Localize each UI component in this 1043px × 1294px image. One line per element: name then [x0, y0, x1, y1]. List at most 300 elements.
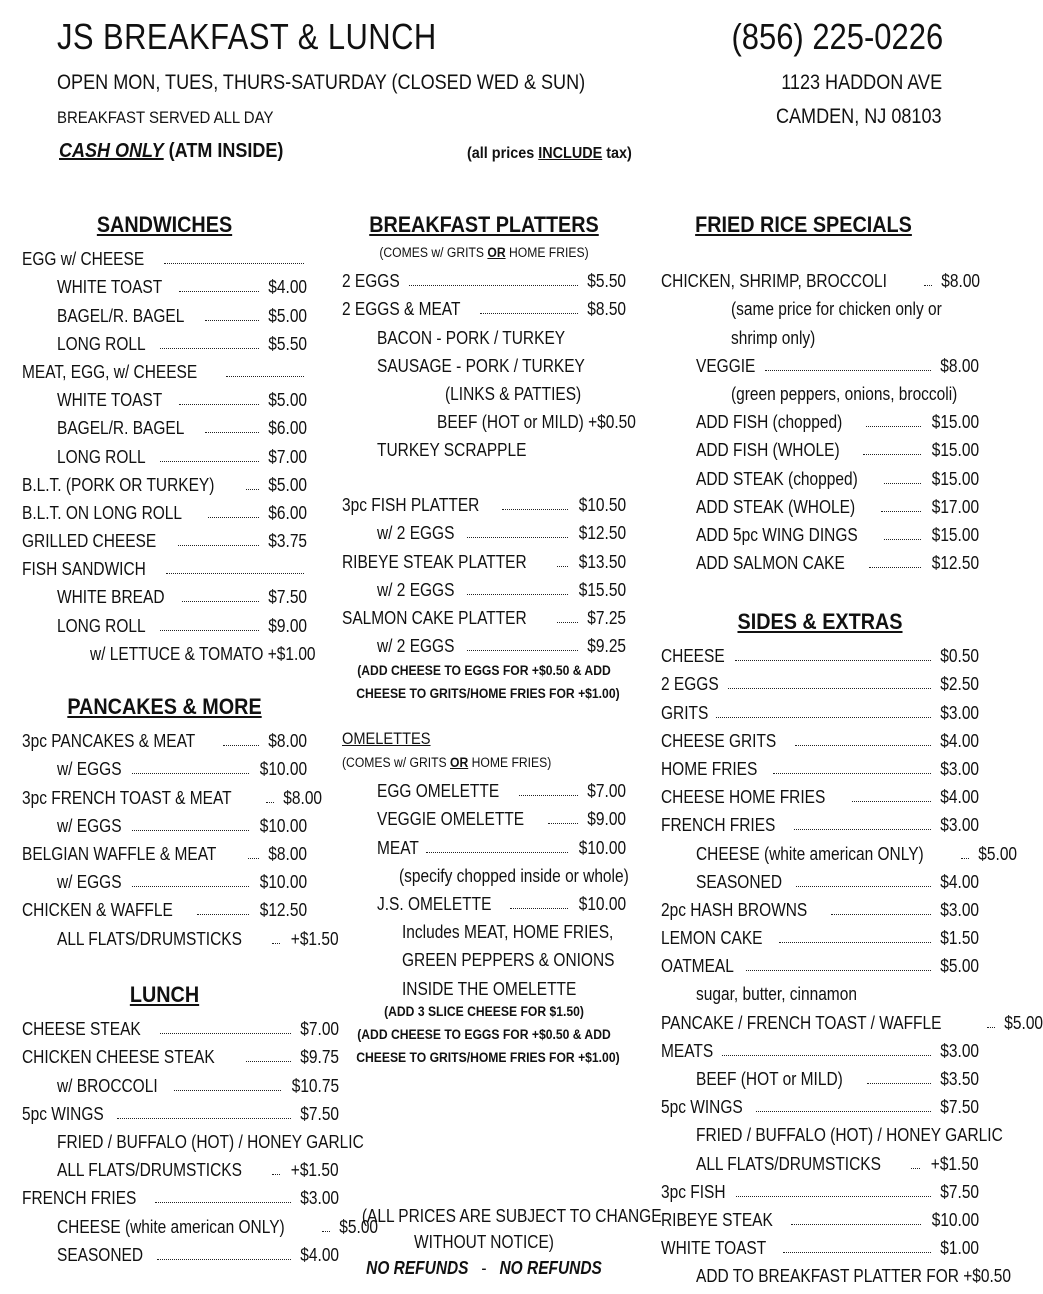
menu-item-label: sugar, butter, cinnamon	[696, 984, 857, 1005]
platters-cheese-addon-1: (ADD CHEESE TO EGGS FOR +$0.50 & ADD	[357, 663, 611, 679]
section-title-pancakes: PANCAKES & MORE	[67, 694, 262, 719]
menu-item-price: $17.00	[931, 496, 979, 517]
dot-leader	[197, 914, 249, 915]
menu-item-label: 5pc WINGS	[22, 1103, 104, 1124]
menu-item-label: CHEESE STEAK	[22, 1019, 141, 1040]
menu-item-price: $7.00	[300, 1019, 339, 1040]
menu-item-label: BELGIAN WAFFLE & MEAT	[22, 843, 217, 864]
menu-item-label: (specify chopped inside or whole)	[399, 865, 629, 886]
menu-item-price: $9.00	[268, 615, 307, 636]
note-post: HOME FRIES)	[505, 245, 589, 260]
no-refunds-2: NO REFUNDS	[499, 1258, 602, 1278]
dot-leader	[722, 1055, 931, 1056]
pancakes-section	[22, 690, 339, 950]
menu-item-label: EGG w/ CHEESE	[22, 249, 145, 270]
dot-leader	[557, 566, 568, 567]
menu-item-label: SALMON CAKE PLATTER	[342, 607, 527, 628]
menu-item-price: $5.00	[339, 1216, 378, 1237]
dot-leader	[869, 567, 921, 568]
menu-item-label: 3pc FISH	[661, 1181, 726, 1202]
menu-item-sugar-butter-cinnamon	[661, 977, 979, 1005]
menu-item-fried-buffalo-hot-honey-garlic	[661, 1118, 1003, 1146]
menu-item-label: ADD FISH (WHOLE)	[696, 440, 840, 461]
opening-hours: OPEN MON, TUES, THURS-SATURDAY (CLOSED WED & SUN)	[57, 71, 586, 94]
dot-leader	[867, 1083, 931, 1084]
menu-item-price: $7.00	[268, 446, 307, 467]
menu-item-5pc-wings	[22, 1097, 339, 1125]
menu-item-label: SEASONED	[57, 1244, 144, 1265]
menu-item-french-fries	[22, 1181, 339, 1209]
menu-item-label: shrimp only)	[731, 327, 816, 348]
dot-leader	[735, 660, 931, 661]
menu-item-beef-hot-or-mild-0-50	[342, 405, 636, 433]
menu-item-price: $5.00	[940, 956, 979, 977]
menu-item-label: CHICKEN CHEESE STEAK	[22, 1047, 215, 1068]
dot-leader	[179, 404, 259, 405]
menu-item-label: CHICKEN & WAFFLE	[22, 900, 173, 921]
dot-leader	[426, 852, 568, 853]
price-change-notice-2: WITHOUT NOTICE)	[414, 1232, 554, 1252]
dot-leader	[132, 886, 249, 887]
menu-item-price: $15.00	[931, 440, 979, 461]
menu-item-label: 5pc WINGS	[661, 1097, 743, 1118]
menu-item-sausage-pork-turkey	[342, 349, 626, 377]
menu-item-w-eggs	[22, 752, 307, 780]
menu-item-label: BACON - PORK / TURKEY	[377, 327, 566, 348]
menu-item-seasoned	[22, 1238, 339, 1266]
menu-item-label: FRIED / BUFFALO (HOT) / HONEY GARLIC	[696, 1125, 1003, 1146]
menu-item-add-steak-chopped	[661, 461, 979, 489]
menu-item-label: w/ EGGS	[57, 759, 122, 780]
menu-item-label: 2 EGGS	[342, 271, 400, 292]
menu-item-green-peppers-onions	[342, 943, 626, 971]
menu-item-price: $15.00	[931, 468, 979, 489]
fried-rice-section	[661, 208, 979, 574]
menu-item-long-roll	[22, 608, 307, 636]
dot-leader	[765, 370, 931, 371]
menu-item-w-2-eggs	[342, 629, 626, 657]
menu-item-label: w/ EGGS	[57, 872, 122, 893]
menu-item-turkey-scrapple	[342, 433, 626, 461]
menu-item-price: $10.00	[259, 815, 307, 836]
menu-item-label: ADD STEAK (WHOLE)	[696, 496, 856, 517]
menu-item-price: $10.00	[578, 837, 626, 858]
dot-leader	[246, 489, 259, 490]
menu-item-price: $12.50	[578, 523, 626, 544]
menu-item-price: $5.50	[268, 333, 307, 354]
menu-item-b-l-t-pork-or-turkey	[22, 468, 307, 496]
dot-leader	[791, 1224, 921, 1225]
dot-leader	[132, 830, 249, 831]
menu-item-price: $15.50	[578, 579, 626, 600]
menu-item-label: LONG ROLL	[57, 446, 146, 467]
menu-item-w-lettuce-tomato-1-00	[22, 637, 316, 665]
sides-list	[661, 639, 1043, 1287]
dot-leader	[409, 285, 578, 286]
menu-item-price: $8.00	[941, 271, 980, 292]
menu-item-price: $4.00	[940, 730, 979, 751]
menu-item-label: SAUSAGE - PORK / TURKEY	[377, 355, 585, 376]
dot-leader	[467, 650, 578, 651]
menu-item-label: WHITE TOAST	[57, 390, 163, 411]
menu-item-price: $5.00	[268, 474, 307, 495]
menu-item-price: $7.50	[940, 1181, 979, 1202]
menu-item-label: SEASONED	[696, 871, 783, 892]
menu-item-3pc-fish-platter	[342, 488, 626, 516]
menu-item-label: VEGGIE OMELETTE	[377, 809, 525, 830]
menu-item-price: $3.50	[940, 1069, 979, 1089]
dot-leader	[117, 1118, 291, 1119]
dot-leader	[164, 263, 304, 264]
tax-notice-pre: (all prices	[467, 145, 539, 162]
menu-item-label: BEEF (HOT or MILD) +$0.50	[437, 412, 636, 433]
menu-item-label: CHEESE HOME FRIES	[661, 787, 826, 808]
price-change-notice-1: (ALL PRICES ARE SUBJECT TO CHANGE	[361, 1206, 662, 1226]
menu-item-w-2-eggs	[342, 573, 626, 601]
menu-item-all-flats-drumsticks	[22, 1153, 339, 1181]
menu-item-pancake-french-toast-waffle	[661, 1005, 1043, 1033]
menu-item-add-5pc-wing-dings	[661, 518, 979, 546]
menu-item-label: MEAT, EGG, w/ CHEESE	[22, 361, 198, 382]
menu-item-price: $12.50	[931, 553, 979, 574]
menu-item-label: INSIDE THE OMELETTE	[402, 978, 577, 999]
omelette-cheese-addon-1: (ADD CHEESE TO EGGS FOR +$0.50 & ADD	[357, 1026, 611, 1042]
menu-item-oatmeal	[661, 949, 979, 977]
lunch-list	[22, 1012, 378, 1266]
menu-item-price: +$1.50	[931, 1153, 979, 1174]
menu-item-bagel-r-bagel	[22, 298, 307, 326]
menu-item-label: w/ LETTUCE & TOMATO +$1.00	[90, 643, 316, 664]
menu-item-3pc-fish	[661, 1175, 979, 1203]
menu-item-lemon-cake	[661, 921, 979, 949]
menu-item-cheese	[661, 639, 979, 667]
dot-leader	[756, 1111, 931, 1112]
menu-item-green-peppers-onions-broccoli	[661, 377, 979, 405]
menu-item-w-broccoli	[22, 1068, 339, 1096]
menu-item-label: BAGEL/R. BAGEL	[57, 418, 185, 439]
menu-item-price: $8.00	[940, 355, 979, 376]
menu-item-price: $4.00	[268, 277, 307, 298]
menu-item-cheese-grits	[661, 724, 979, 752]
dot-leader	[266, 802, 274, 803]
menu-item-price: +$1.50	[291, 1160, 339, 1181]
menu-item-white-toast	[22, 383, 307, 411]
menu-item-price: $8.00	[268, 843, 307, 864]
menu-item-includes-meat-home-fries	[342, 915, 626, 943]
dot-leader	[174, 1090, 281, 1091]
menu-item-w-eggs	[22, 809, 307, 837]
menu-item-meat	[342, 830, 626, 858]
section-title-sandwiches: SANDWICHES	[96, 212, 233, 237]
menu-item-label: CHEESE GRITS	[661, 730, 777, 751]
pancakes-list	[22, 724, 339, 950]
menu-item-price: $5.00	[978, 843, 1017, 864]
menu-item-price: $4.00	[940, 787, 979, 808]
menu-item-label: VEGGIE	[696, 355, 756, 376]
menu-item-label: J.S. OMELETTE	[377, 893, 492, 914]
menu-item-price: $2.50	[940, 674, 979, 695]
menu-item-label: LEMON CAKE	[661, 928, 763, 949]
menu-item-beef-hot-or-mild	[661, 1062, 979, 1090]
menu-item-egg-omelette	[342, 774, 626, 802]
menu-item-veggie-omelette	[342, 802, 626, 830]
menu-item-price: $8.00	[268, 731, 307, 752]
menu-item-label: FISH SANDWICH	[22, 559, 146, 580]
restaurant-name: JS BREAKFAST & LUNCH	[57, 16, 437, 57]
dot-leader	[884, 539, 921, 540]
menu-item-long-roll	[22, 439, 307, 467]
menu-item-price: $9.75	[300, 1047, 339, 1068]
dot-leader	[160, 348, 259, 349]
menu-item-egg-w-cheese	[22, 242, 307, 270]
omelettes-sides-note	[342, 752, 598, 774]
menu-item-seasoned	[661, 865, 979, 893]
menu-item-fried-buffalo-hot-honey-garlic	[22, 1125, 364, 1153]
section-title-lunch: LUNCH	[129, 982, 200, 1007]
menu-item-price: $10.00	[259, 872, 307, 893]
menu-item-label: 2 EGGS	[661, 674, 719, 695]
menu-item-price: $12.50	[259, 900, 307, 921]
menu-item-long-roll	[22, 327, 307, 355]
dot-leader	[248, 858, 259, 859]
menu-item-label: CHICKEN, SHRIMP, BROCCOLI	[661, 271, 887, 292]
menu-item-price: $1.50	[940, 928, 979, 949]
menu-item-label: RIBEYE STEAK	[661, 1209, 773, 1230]
om-note-pre: (COMES w/ GRITS	[342, 755, 451, 770]
menu-item-label: WHITE TOAST	[57, 277, 163, 298]
menu-item-label: CHEESE (white american ONLY)	[57, 1216, 285, 1237]
menu-item-label: 2pc HASH BROWNS	[661, 899, 808, 920]
platters-list	[342, 264, 636, 461]
omelettes-section	[342, 726, 629, 1069]
dot-leader	[866, 426, 921, 427]
menu-item-price: $3.00	[940, 702, 979, 723]
menu-item-label: 3pc FISH PLATTER	[342, 495, 480, 516]
specialty-platters-section	[342, 488, 626, 705]
menu-item-label: FRENCH FRIES	[661, 815, 776, 836]
menu-item-2-eggs	[661, 667, 979, 695]
menu-item-label: 3pc FRENCH TOAST & MEAT	[22, 787, 232, 808]
section-title-breakfast-platters: BREAKFAST PLATTERS	[369, 212, 599, 237]
dot-leader	[160, 461, 259, 462]
menu-item-label: GREEN PEPPERS & ONIONS	[402, 950, 615, 971]
dot-leader	[178, 545, 259, 546]
dot-leader	[783, 1252, 931, 1253]
tax-notice-include: INCLUDE	[538, 145, 603, 162]
section-title-omelettes: OMELETTES	[342, 729, 431, 748]
menu-item-price: $7.25	[587, 607, 626, 628]
omelette-3-slice-addon: (ADD 3 SLICE CHEESE FOR $1.50)	[384, 1003, 584, 1019]
menu-item-label: ADD FISH (chopped)	[696, 412, 843, 433]
menu-item-all-flats-drumsticks	[661, 1146, 979, 1174]
menu-item-label: LONG ROLL	[57, 615, 146, 636]
menu-item-price: $0.50	[940, 646, 979, 667]
sandwiches-list	[22, 242, 316, 665]
dot-leader	[911, 1168, 920, 1169]
omelette-cheese-addon-2: CHEESE TO GRITS/HOME FRIES FOR +$1.00)	[356, 1049, 620, 1065]
address-city: CAMDEN, NJ 08103	[776, 105, 942, 128]
menu-item-label: FRENCH FRIES	[22, 1188, 137, 1209]
menu-item-label: RIBEYE STEAK PLATTER	[342, 551, 527, 572]
dot-leader	[467, 594, 568, 595]
menu-item-cheese-white-american-only	[661, 836, 1017, 864]
dot-leader	[716, 717, 931, 718]
menu-item-price: $5.50	[587, 271, 626, 292]
dot-leader	[502, 509, 568, 510]
menu-item-price: $15.00	[931, 412, 979, 433]
menu-item-add-fish-whole	[661, 433, 979, 461]
menu-item-chicken-cheese-steak	[22, 1040, 339, 1068]
menu-item-chicken-shrimp-broccoli	[661, 264, 979, 292]
menu-item-add-steak-whole	[661, 490, 979, 518]
dot-leader	[272, 943, 280, 944]
menu-item-price: $7.00	[587, 781, 626, 802]
dot-leader	[182, 601, 259, 602]
menu-item-meats	[661, 1034, 979, 1062]
dot-leader	[179, 291, 259, 292]
menu-item-3pc-pancakes-meat	[22, 724, 307, 752]
menu-item-price: $13.50	[578, 551, 626, 572]
dot-leader	[987, 1027, 995, 1028]
menu-item-label: ADD 5pc WING DINGS	[696, 524, 858, 545]
dot-leader	[548, 823, 578, 824]
no-refunds-dash: -	[481, 1258, 487, 1278]
menu-item-label: GRITS	[661, 702, 709, 723]
dot-leader	[205, 432, 259, 433]
dot-leader	[881, 511, 921, 512]
menu-item-label: Includes MEAT, HOME FRIES,	[402, 922, 614, 943]
left-column	[22, 208, 316, 665]
breakfast-all-day-note: BREAKFAST SERVED ALL DAY	[57, 108, 274, 127]
dot-leader	[208, 517, 259, 518]
menu-item-label: 2 EGGS & MEAT	[342, 299, 461, 320]
menu-item-price: $10.00	[578, 893, 626, 914]
breakfast-platters-section	[342, 208, 636, 461]
menu-item-price: $6.00	[268, 418, 307, 439]
menu-item-w-eggs	[22, 865, 307, 893]
menu-item-veggie	[661, 349, 979, 377]
menu-item-2-eggs	[342, 264, 626, 292]
menu-item-bacon-pork-turkey	[342, 320, 626, 348]
menu-item-label: (LINKS & PATTIES)	[445, 383, 582, 404]
menu-item-label: w/ 2 EGGS	[377, 579, 455, 600]
menu-item-label: w/ BROCCOLI	[57, 1075, 158, 1096]
dot-leader	[272, 1174, 280, 1175]
menu-item-same-price-for-chicken-only-or	[661, 292, 979, 320]
section-title-fried-rice: FRIED RICE SPECIALS	[695, 212, 912, 237]
dot-leader	[728, 688, 931, 689]
menu-item-grilled-cheese	[22, 524, 307, 552]
om-note-post: HOME FRIES)	[468, 755, 552, 770]
menu-item-label: WHITE TOAST	[661, 1238, 767, 1259]
menu-item-label: ADD STEAK (chopped)	[696, 468, 858, 489]
dot-leader	[796, 886, 931, 887]
menu-item-specify-chopped-inside-or-whole	[342, 859, 629, 887]
menu-item-label: ALL FLATS/DRUMSTICKS	[696, 1153, 881, 1174]
dot-leader	[795, 745, 931, 746]
cash-only-notice	[59, 140, 283, 163]
footer-notice	[342, 1203, 662, 1281]
menu-item-label: GRILLED CHEESE	[22, 531, 157, 552]
menu-item-2-eggs-meat	[342, 292, 626, 320]
menu-item-price: $4.00	[300, 1244, 339, 1265]
dot-leader	[166, 573, 304, 574]
dot-leader	[773, 773, 931, 774]
menu-item-white-toast	[22, 270, 307, 298]
menu-item-price: $3.00	[300, 1188, 339, 1209]
tax-notice-post: tax)	[602, 145, 632, 162]
menu-item-label: (green peppers, onions, broccoli)	[731, 383, 958, 404]
section-title-sides: SIDES & EXTRAS	[737, 609, 903, 634]
menu-item-price: +$1.50	[290, 928, 339, 949]
menu-item-home-fries	[661, 752, 979, 780]
dot-leader	[322, 1231, 330, 1232]
menu-item-label: (same price for chicken only or	[731, 299, 942, 320]
menu-item-label: FRIED / BUFFALO (HOT) / HONEY GARLIC	[57, 1131, 364, 1152]
menu-item-price: $8.00	[283, 787, 322, 808]
atm-inside-label: (ATM INSIDE)	[163, 140, 284, 162]
menu-item-price: $7.50	[268, 587, 307, 608]
platters-list-2	[342, 488, 626, 657]
om-note-or: OR	[450, 755, 469, 770]
menu-item-ribeye-steak	[661, 1203, 979, 1231]
menu-item-white-toast	[661, 1231, 979, 1259]
menu-item-add-to-breakfast-platter-for-0-50	[661, 1259, 1012, 1287]
menu-item-add-salmon-cake	[661, 546, 979, 574]
note-pre: (COMES w/ GRITS	[379, 245, 488, 260]
menu-item-label: ALL FLATS/DRUMSTICKS	[57, 928, 242, 949]
menu-item-salmon-cake-platter	[342, 601, 626, 629]
menu-item-white-bread	[22, 580, 307, 608]
no-refunds-notice	[362, 1255, 606, 1281]
menu-item-label: PANCAKE / FRENCH TOAST / WAFFLE	[661, 1012, 942, 1033]
menu-item-label: ALL FLATS/DRUMSTICKS	[57, 1160, 242, 1181]
dot-leader	[961, 858, 969, 859]
breakfast-platters-sides-note	[356, 242, 612, 264]
menu-item-label: ADD SALMON CAKE	[696, 553, 845, 574]
menu-item-label: EGG OMELETTE	[377, 781, 500, 802]
menu-item-w-2-eggs	[342, 516, 626, 544]
menu-item-label: WHITE BREAD	[57, 587, 165, 608]
menu-item-bagel-r-bagel	[22, 411, 307, 439]
dot-leader	[160, 630, 259, 631]
menu-item-cheese-white-american-only	[22, 1209, 378, 1237]
dot-leader	[794, 829, 931, 830]
menu-item-label: w/ EGGS	[57, 815, 122, 836]
menu-item-price: $7.50	[300, 1103, 339, 1124]
dot-leader	[863, 454, 921, 455]
menu-item-label: MEAT	[377, 837, 419, 858]
omelettes-list	[342, 774, 629, 1000]
dot-leader	[557, 622, 578, 623]
menu-item-fish-sandwich	[22, 552, 307, 580]
menu-item-label: BAGEL/R. BAGEL	[57, 305, 185, 326]
menu-item-price: $5.00	[268, 305, 307, 326]
menu-item-chicken-waffle	[22, 893, 307, 921]
menu-item-cheese-home-fries	[661, 780, 979, 808]
dot-leader	[519, 795, 578, 796]
menu-item-price: $15.00	[931, 524, 979, 545]
dot-leader	[226, 376, 304, 377]
menu-item-grits	[661, 695, 979, 723]
dot-leader	[132, 773, 249, 774]
menu-item-b-l-t-on-long-roll	[22, 496, 307, 524]
menu-item-price: $3.00	[940, 1040, 979, 1061]
menu-item-price: $3.00	[940, 758, 979, 779]
menu-item-3pc-french-toast-meat	[22, 780, 322, 808]
menu-item-french-fries	[661, 808, 979, 836]
dot-leader	[884, 483, 921, 484]
